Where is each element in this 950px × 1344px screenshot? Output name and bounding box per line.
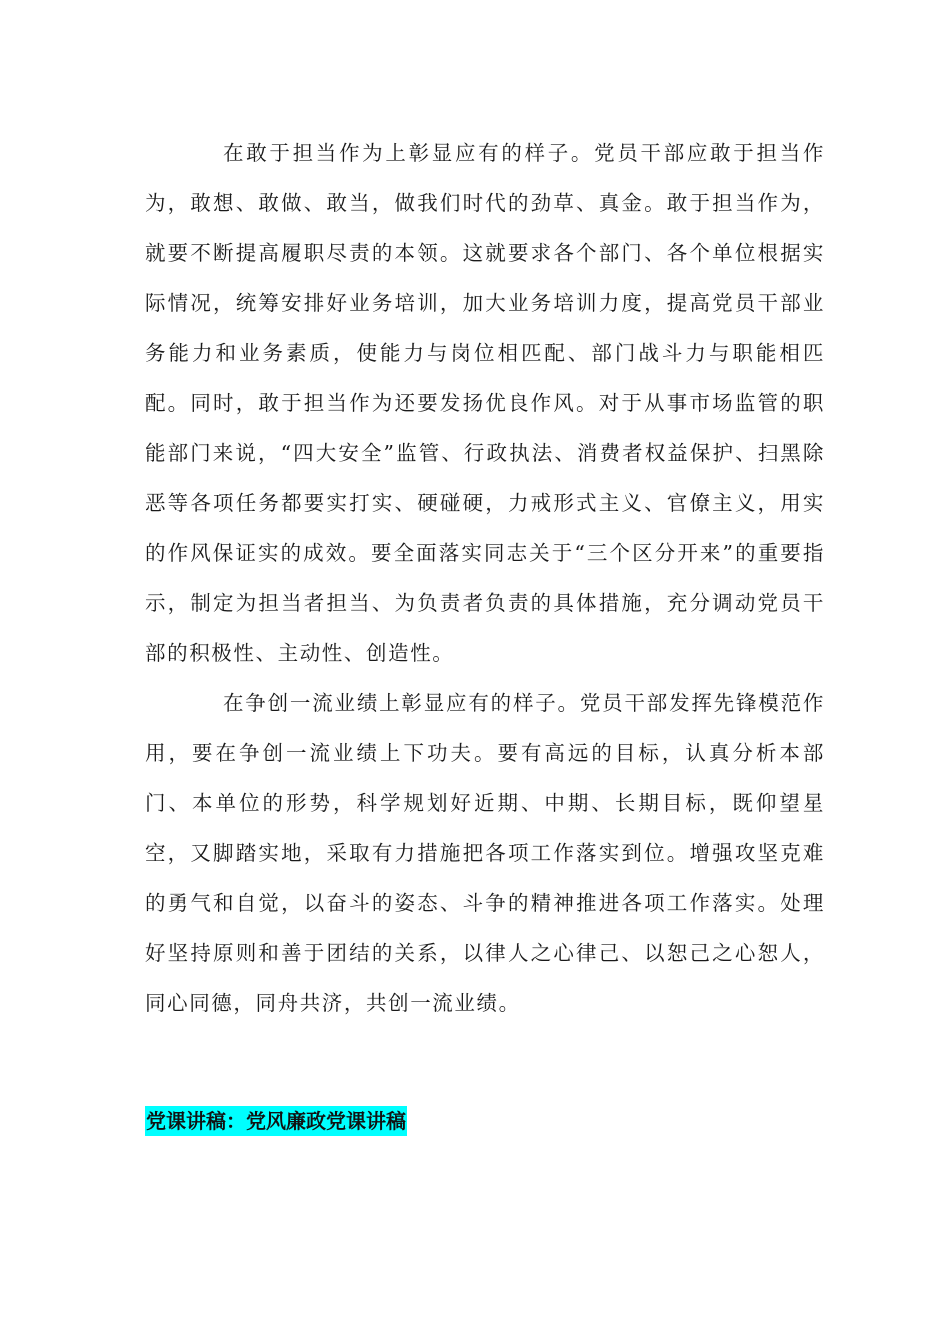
section-heading-highlighted: 党课讲稿：党风廉政党课讲稿 bbox=[145, 1106, 407, 1136]
paragraph-担当作为: 在敢于担当作为上彰显应有的样子。党员干部应敢于担当作为，敢想、敢做、敢当，做我们时代的劲草、真金。敢于担当作为，就要不断提高履职尽责的本领。这就要求各个部门、各个单位根据实际情况，统筹安排好业务培训，加大业务培训力度，提高党员干部业务能力和业务素质，使能力与岗位相匹配、部门战斗力与职能相匹配。同时，敢于担当作为还要发扬优良作风。对于从事市场监管的职能部门来说，“四大安全”监管、行政执法、消费者权益保护、扫黑除恶等各项任务都要实打实、硬碰硬，力戒形式主义、官僚主义，用实的作风保证实的成效。要全面落实同志关于“三个区分开来”的重要指示，制定为担当者担当、为负责者负责的具体措施，充分调动党员干部的积极性、主动性、创造性。 bbox=[145, 141, 825, 665]
document-body bbox=[145, 128, 825, 1028]
paragraph-一流业绩: 在争创一流业绩上彰显应有的样子。党员干部发挥先锋模范作用，要在争创一流业绩上下功夫。要有高远的目标，认真分析本部门、本单位的形势，科学规划好近期、中期、长期目标，既仰望星空，又脚踏实地，采取有力措施把各项工作落实到位。增强攻坚克难的勇气和自觉，以奋斗的姿态、斗争的精神推进各项工作落实。处理好坚持原则和善于团结的关系，以律人之心律己、以恕己之心恕人，同心同德，同舟共济，共创一流业绩。 bbox=[145, 691, 825, 1015]
